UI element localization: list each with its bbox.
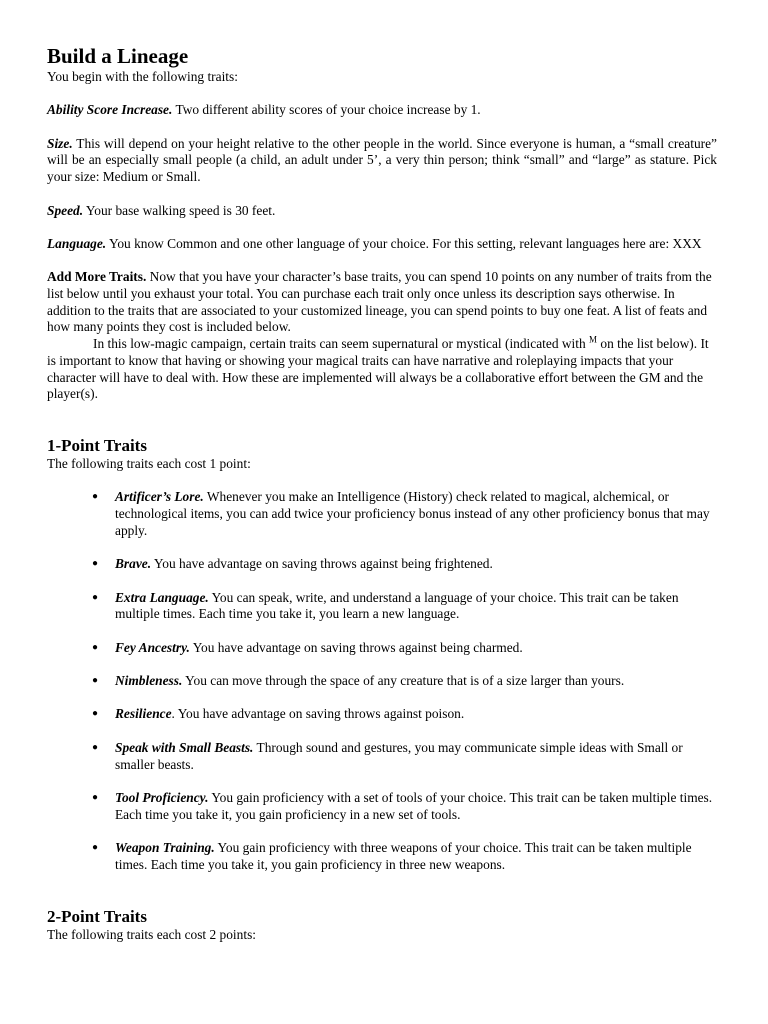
bullet-icon: ● bbox=[92, 558, 99, 570]
list-item: ● Artificer’s Lore. Whenever you make an Intelligence (History) check related to magical, alchemical, or technological items, you can add twice your proficiency bonus instead of any other proficiency bonus that may apply. bbox=[92, 489, 710, 538]
list-item: ● Nimbleness. You can move through the space of any creature that is of a size larger than yours. bbox=[92, 673, 625, 689]
list-item: ● Tool Proficiency. You gain proficiency with a set of tools of your choice. This trait can be taken multiple times. Each time you take it, you gain proficiency in a new set of tools. bbox=[92, 789, 713, 822]
bullet-icon: ● bbox=[92, 491, 99, 503]
list-item: ● Extra Language. You can speak, write, and understand a language of your choice. This trait can be taken multiple times. Each time you take it, you learn a new language. bbox=[92, 589, 679, 622]
list-item: ● Resilience. You have advantage on saving throws against poison. bbox=[92, 706, 465, 722]
section-intro-1-point: The following traits each cost 1 point: bbox=[47, 455, 251, 471]
bullet-icon: ● bbox=[92, 591, 99, 603]
list-item: ● Fey Ancestry. You have advantage on saving throws against being charmed. bbox=[92, 639, 523, 655]
intro-text: You begin with the following traits: bbox=[47, 69, 238, 84]
bullet-icon: ● bbox=[92, 708, 99, 720]
section-heading-2-point: 2-Point Traits bbox=[47, 907, 147, 927]
page-title: Build a Lineage bbox=[47, 44, 189, 68]
list-item: ● Weapon Training. You gain proficiency with three weapons of your choice. This trait can be taken multiple times. Each time you take it, you gain proficiency in three new weapons. bbox=[92, 840, 692, 872]
trait-speed: Speed. Your base walking speed is 30 feet. bbox=[47, 202, 276, 218]
low-magic-note: In this low-magic campaign, certain traits can seem supernatural or mystical (indicated with $^M$ on the list below). It is important to know that having or showing your magical traits can have narrative and roleplaying impacts that your character will have to deal with. How these are implemented will always be a collaborative effort between the GM and the player(s). bbox=[47, 334, 709, 402]
bullet-icon: ● bbox=[92, 675, 99, 687]
magic-marker: M bbox=[589, 334, 598, 345]
trait-ability-score: Ability Score Increase. Two different ability scores of your choice increase by 1. bbox=[47, 102, 481, 118]
trait-language: Language. You know Common and one other language of your choice. For this setting, relevant languages here are: XXX bbox=[47, 235, 702, 251]
one-point-trait-list bbox=[47, 489, 723, 873]
bullet-icon: ● bbox=[92, 791, 99, 803]
list-item: ● Speak with Small Beasts. Through sound and gestures, you may communicate simple ideas with Small or smaller beasts. bbox=[92, 739, 683, 772]
trait-size: Size. This will depend on your height relative to the other people in the world. Since everyone is human, a “small creature” will be an especially small people (a child, an adult under 5’, a very thin person; think “small” and “large” as stature. Pick your size: Medium or Small. bbox=[47, 135, 717, 185]
bullet-icon: ● bbox=[92, 641, 99, 653]
add-more-traits: Add More Traits. Now that you have your character’s base traits, you can spend 10 points on any number of traits from the list below until you exhaust your total. You can purchase each trait only once unless its description says otherwise. In addition to the traits that are associated to your customized lineage, you can spend points to buy one feat. A list of feats and how many points they cost is included below. bbox=[47, 269, 712, 335]
bullet-icon: ● bbox=[92, 741, 99, 753]
section-intro-2-point: The following traits each cost 2 points: bbox=[47, 927, 256, 943]
list-item: ● Brave. You have advantage on saving throws against being frightened. bbox=[92, 556, 493, 572]
document-page bbox=[47, 44, 717, 944]
bullet-icon: ● bbox=[92, 842, 99, 854]
section-heading-1-point: 1-Point Traits bbox=[47, 435, 147, 455]
